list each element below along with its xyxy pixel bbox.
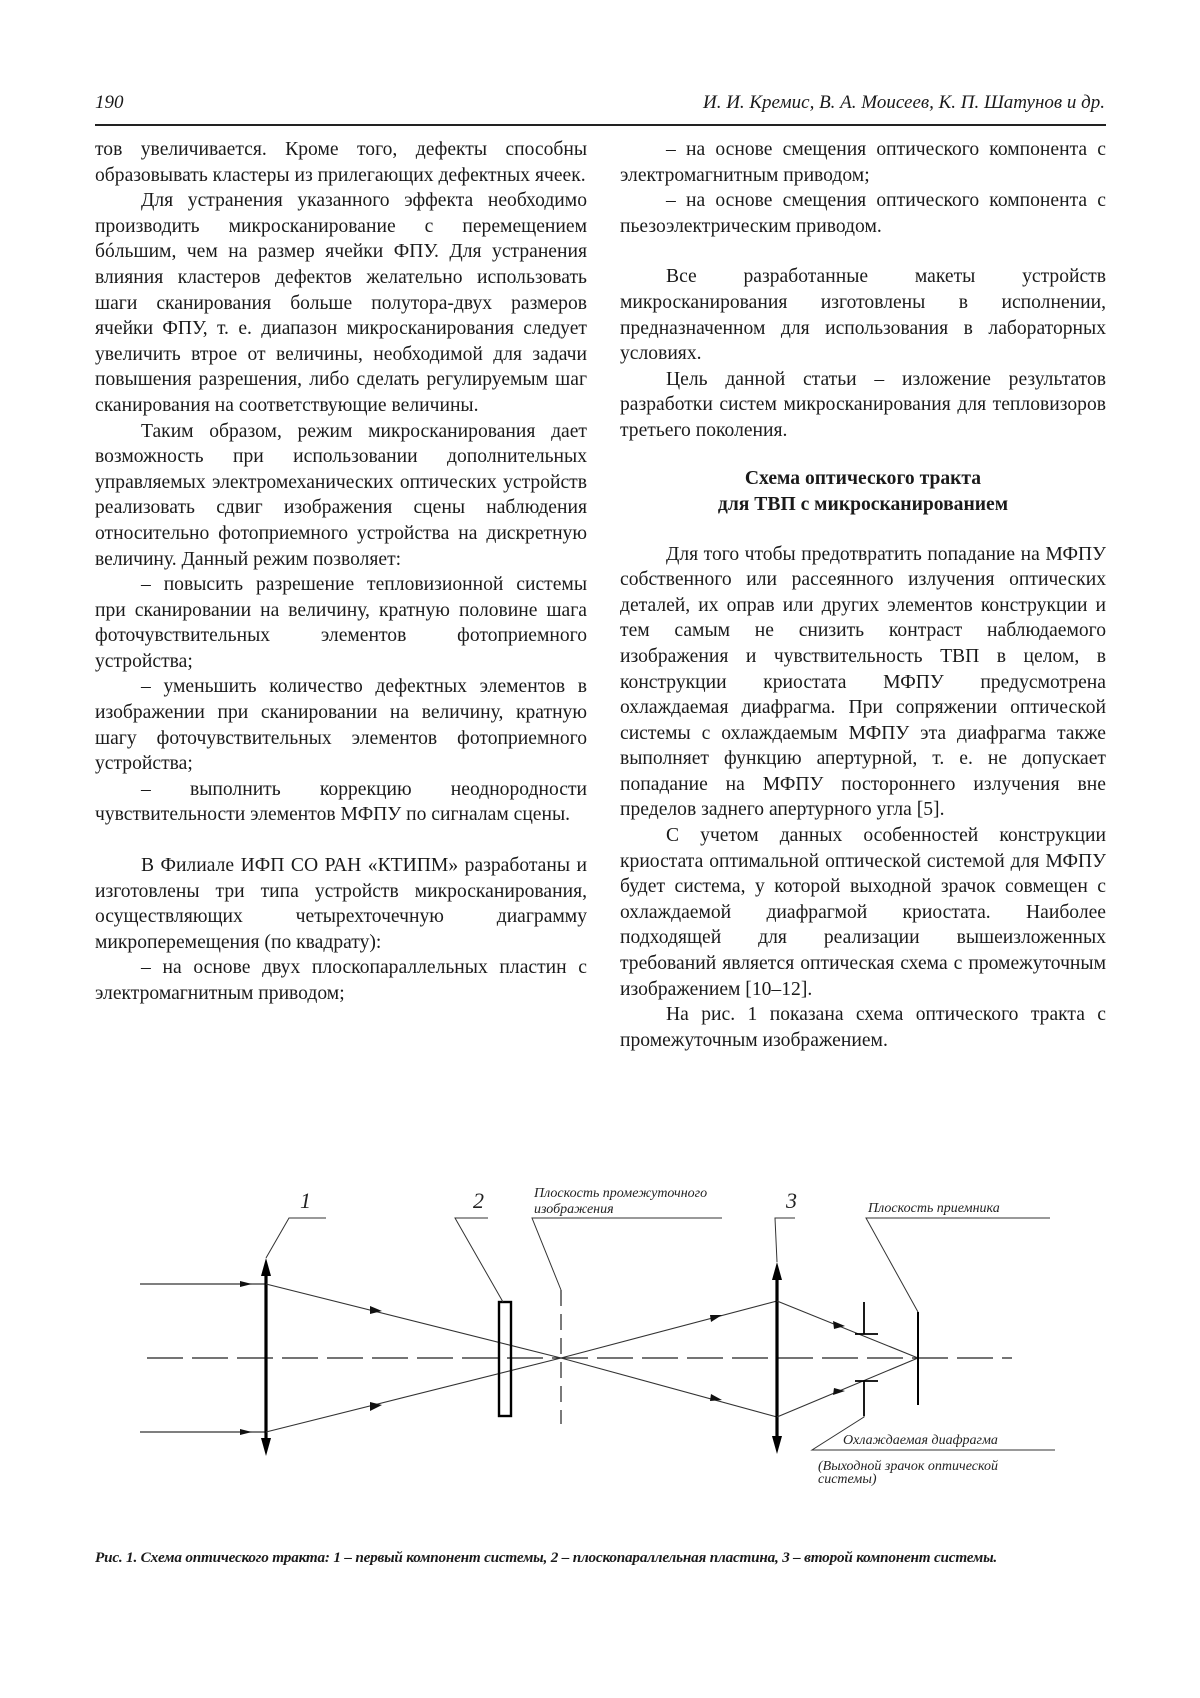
header-rule xyxy=(95,124,1106,126)
left-column xyxy=(95,137,587,1007)
receiver-plane-label: Плоскость приемника xyxy=(868,1201,1000,1216)
paragraph: На рис. 1 показана схема оптического тракта с промежуточным изображением. xyxy=(620,1004,1106,1051)
paragraph: Для устранения указанного эффекта необходимо производить микросканирование с перемещением бóльшим, чем на размер ячейки ФПУ. Для устранения влияния кластеров дефектов желательно использовать шаги сканирования больше полутора-двух размеров ячейки ФПУ, т. е. диапазон микросканирования следует увеличить втрое от величины, необходимой для задачи повышения разрешения, либо сделать регулируемым шаг сканирования на соответствующие величины. xyxy=(95,190,587,416)
paragraph: Все разработанные макеты устройств микросканирования изготовлены в исполнении, предназначенном для использования в лабораторных условиях. xyxy=(620,266,1106,365)
figure-caption: Рис. 1. Схема оптического тракта: 1 – первый компонент системы, 2 – плоскопараллельная пластина, 3 – второй компонент системы. xyxy=(95,1549,998,1566)
list-item: – выполнить коррекцию неоднородности чувствительности элементов МФПУ по сигналам сцены. xyxy=(95,778,587,826)
figure-label-3: 3 xyxy=(786,1188,797,1213)
section-title xyxy=(620,466,1106,518)
list-item: – уменьшить количество дефектных элементов в изображении при сканировании на величину, кратную шагу фоточувствительных элементов фотоприемного устройства; xyxy=(95,676,587,775)
intermediate-plane-label-1: Плоскость промежуточного xyxy=(534,1186,708,1201)
page-number: 190 xyxy=(95,92,124,113)
plane-parallel-plate-icon xyxy=(499,1302,511,1416)
list-item: – на основе смещения оптического компонента с электромагнитным приводом; xyxy=(620,139,1106,186)
running-authors: И. И. Кремис, В. А. Моисеев, К. П. Шатунов и др. xyxy=(702,92,1105,113)
paragraph: тов увеличивается. Кроме того, дефекты способны образовывать кластеры из прилегающих дефектных ячеек. xyxy=(95,139,587,186)
list-item: – на основе двух плоскопараллельных пластин с электромагнитным приводом; xyxy=(95,957,587,1004)
intermediate-plane-label-2: изображения xyxy=(534,1202,614,1217)
section-title-line2: для ТВП с микросканированием xyxy=(717,493,1009,515)
paragraph: В Филиале ИФП СО РАН «КТИПМ» разработаны и изготовлены три типа устройств микросканирования, осуществляющих четырехточечную диаграмму микроперемещения (по квадрату): xyxy=(95,855,587,953)
list-item: – повысить разрешение тепловизионной системы при сканировании на величину, кратную половине шага фоточувствительных элементов фотоприемного устройства; xyxy=(95,574,587,672)
paragraph: Цель данной статьи – изложение результатов разработки систем микросканирования для тепловизоров третьего поколения. xyxy=(620,368,1106,441)
exit-pupil-label-1: (Выходной зрачок оптической xyxy=(818,1459,998,1474)
cooled-diaphragm-icon xyxy=(855,1302,878,1416)
running-header xyxy=(95,92,1105,120)
exit-pupil-label-2: системы) xyxy=(818,1472,877,1487)
section-title-line1: Схема оптического тракта xyxy=(744,467,982,489)
paragraph: Для того чтобы предотвратить попадание на МФПУ собственного или рассеянного излучения оптических деталей, их оправ или других элементов конструкции и тем самым не снизить контраст наблюдаемого изображения и чувствительность ТВП в целом, в конструкции криостата МФПУ предусмотрена охлаждаемая диафрагма. При сопряжении оптической системы с охлаждаемым МФПУ эта диафрагма также выполняет функцию апертурной, т. е. не допускает попадание на МФПУ постороннего излучения вне пределов заднего апертурного угла [5]. xyxy=(620,543,1106,821)
paragraph: Таким образом, режим микросканирования дает возможность при использовании дополнительных управляемых электромеханических оптических устройств реализовать сдвиг изображения сцены наблюдения относительно фотоприемного устройства на дискретную величину. Данный режим позволяет: xyxy=(95,420,587,570)
list-item: – на основе смещения оптического компонента с пьезоэлектрическим приводом. xyxy=(620,190,1106,237)
figure-label-1: 1 xyxy=(300,1188,311,1213)
cooled-diaphragm-label: Охлаждаемая диафрагма xyxy=(843,1433,998,1448)
figure-label-2: 2 xyxy=(473,1188,484,1213)
paragraph: С учетом данных особенностей конструкции криостата оптимальной оптической системой для МФПУ будет система, у которой выходной зрачок совмещен с охлаждаемой диафрагмой криостата. Наиболее подходящей для реализации вышеизложенных требований является оптическая схема с промежуточным изображением [10–12]. xyxy=(620,825,1106,1000)
right-column xyxy=(620,137,1106,1053)
optical-path-figure xyxy=(0,1160,1200,1520)
lens-1-icon xyxy=(261,1258,271,1456)
